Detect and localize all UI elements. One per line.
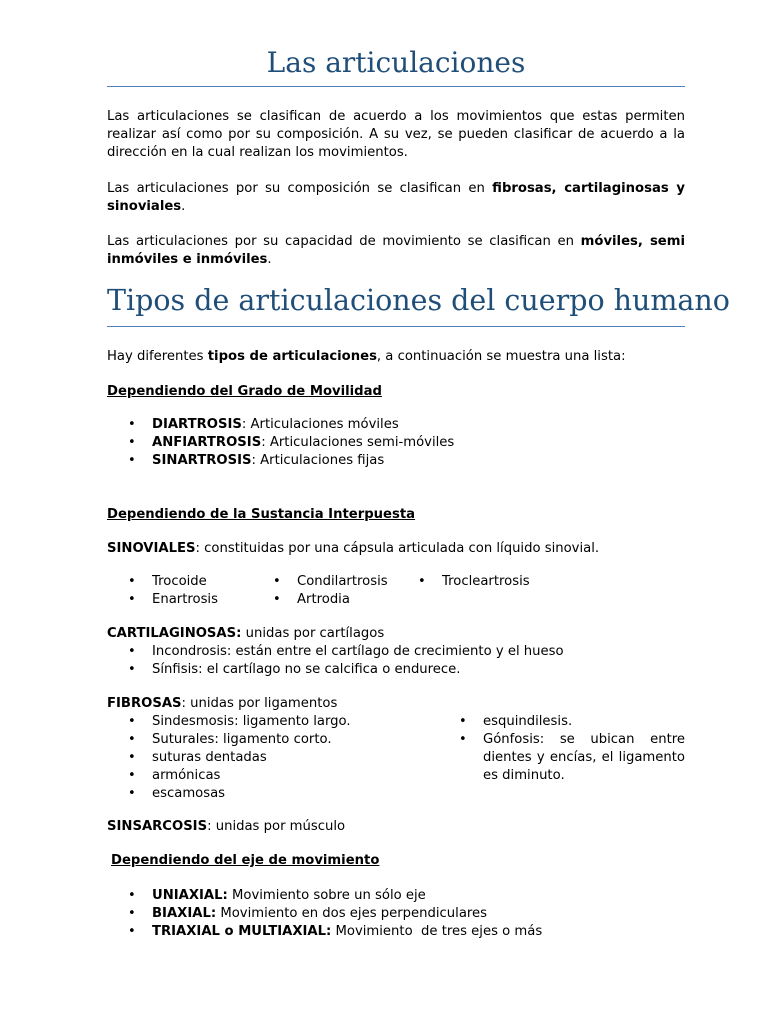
- list-item: • suturas dentadas: [107, 749, 427, 767]
- list-item: • Condilartrosis: [252, 573, 402, 591]
- list-item: • Sindesmosis: ligamento largo.: [107, 713, 427, 731]
- section-title: Tipos de articulaciones del cuerpo humano: [107, 284, 730, 317]
- composition-types: fibrosas, cartilaginosas y sinoviales: [107, 181, 685, 214]
- list-item: • Trocleartrosis: [397, 573, 597, 591]
- list-item: • DIARTROSIS: Articulaciones móviles: [107, 416, 685, 434]
- list-item: • escamosas: [107, 785, 427, 803]
- sinoviales-line: SINOVIALES: constituidas por una cápsula articulada con líquido sinovial.: [107, 541, 600, 556]
- axis-heading: Dependiendo del eje de movimiento: [111, 853, 380, 868]
- list-item: • Incondrosis: están entre el cartílago de crecimiento y el hueso: [107, 643, 685, 661]
- list-item: • Sínfisis: el cartílago no se calcifica o endurece.: [107, 661, 685, 679]
- cartilaginosas-line: CARTILAGINOSAS: unidas por cartílagos: [107, 626, 385, 641]
- fibrosas-line: FIBROSAS: unidas por ligamentos: [107, 696, 338, 711]
- mobility-heading: Dependiendo del Grado de Movilidad: [107, 384, 382, 399]
- list-item: • Trocoide: [107, 573, 257, 591]
- section-title-underline: [107, 326, 685, 327]
- sinsarcosis-line: SINSARCOSIS: unidas por músculo: [107, 819, 346, 834]
- fibrosas-list-left: [107, 713, 427, 803]
- axis-list: [107, 887, 685, 941]
- list-item: • SINARTROSIS: Articulaciones fijas: [107, 452, 685, 470]
- list-item: • Artrodia: [252, 591, 402, 609]
- intro-paragraph-1: Las articulaciones se clasifican de acuerdo a los movimientos que estas permiten realizar así como por su composición. A su vez, se pueden clasificar de acuerdo a la dirección en la cual realizan los movimientos.: [107, 109, 685, 160]
- list-item: • Suturales: ligamento corto.: [107, 731, 427, 749]
- intro-paragraph-3: Las articulaciones por su capacidad de movimiento se clasifican en móviles, semi inmóviles e inmóviles.: [107, 234, 685, 267]
- title-underline: [107, 86, 685, 87]
- page-title: Las articulaciones: [266, 46, 526, 79]
- list-item: • Enartrosis: [107, 591, 257, 609]
- list-item: • TRIAXIAL o MULTIAXIAL: Movimiento de tres ejes o más: [107, 923, 685, 941]
- list-item: • UNIAXIAL: Movimiento sobre un sólo eje: [107, 887, 685, 905]
- mobility-list: [107, 416, 685, 470]
- sinoviales-col-1: [107, 573, 257, 609]
- types-intro: Hay diferentes tipos de articulaciones, a continuación se muestra una lista:: [107, 349, 626, 364]
- list-item: • ANFIARTROSIS: Articulaciones semi-móviles: [107, 434, 685, 452]
- list-item: • esquindilesis.: [438, 713, 685, 731]
- list-item: • armónicas: [107, 767, 427, 785]
- fibrosas-list-right: [438, 713, 685, 785]
- list-item: • Gónfosis: se ubican entre dientes y encías, el ligamento es diminuto.: [438, 731, 685, 785]
- list-item: • BIAXIAL: Movimiento en dos ejes perpendiculares: [107, 905, 685, 923]
- sinoviales-col-3: [397, 573, 597, 591]
- movement-types: móviles, semi inmóviles e inmóviles: [107, 234, 685, 267]
- substance-heading: Dependiendo de la Sustancia Interpuesta: [107, 507, 416, 522]
- sinoviales-col-2: [252, 573, 402, 609]
- intro-paragraph-2: Las articulaciones por su composición se clasifican en fibrosas, cartilaginosas y sinoviales.: [107, 181, 685, 214]
- cartilaginosas-list: [107, 643, 685, 679]
